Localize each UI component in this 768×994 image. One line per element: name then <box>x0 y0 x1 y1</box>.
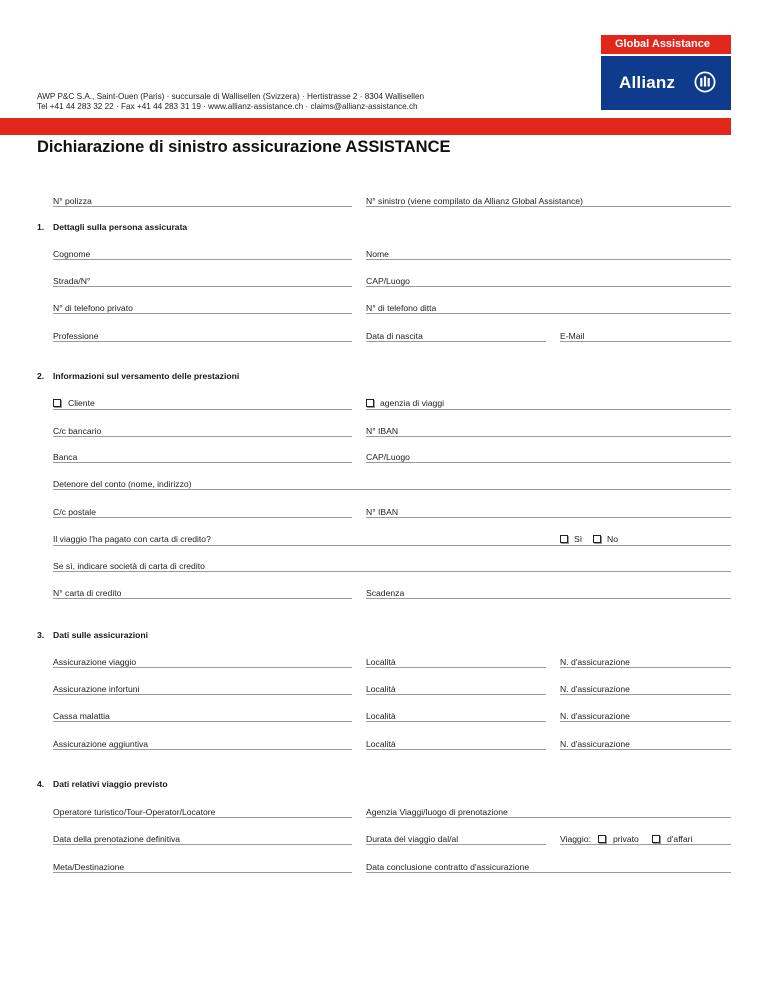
insurance-place-field[interactable] <box>366 721 546 722</box>
private-phone-field[interactable] <box>53 313 352 314</box>
section-title: Informazioni sul versamento delle prestazioni <box>53 371 240 381</box>
insurance-number-field[interactable] <box>560 667 731 668</box>
no-checkbox[interactable] <box>593 535 601 543</box>
bank-account-field[interactable] <box>53 436 352 437</box>
trip-duration-label: Durata del viaggio dal/al <box>366 834 459 844</box>
brand-name: Allianz <box>619 73 676 92</box>
brand-tagline: Global Assistance <box>601 35 731 54</box>
insurance-row-label: Assicurazione aggiuntiva <box>53 739 149 749</box>
account-holder-field[interactable] <box>53 489 731 490</box>
section-number: 3. <box>37 630 45 640</box>
insurance-number-field[interactable] <box>560 694 731 695</box>
business-trip-label: d'affari <box>667 834 693 844</box>
insurance-number-label: N. d'assicurazione <box>560 657 630 667</box>
travel-agency-line <box>366 409 731 410</box>
contract-date-field[interactable] <box>366 872 731 873</box>
yes-checkbox[interactable] <box>560 535 568 543</box>
allianz-eagle-icon <box>694 71 716 93</box>
iban-label: N° IBAN <box>366 507 399 517</box>
section-title: Dati sulle assicurazioni <box>53 630 149 640</box>
insurance-place-field[interactable] <box>366 749 546 750</box>
surname-field[interactable] <box>53 259 352 260</box>
travel-agency-checkbox[interactable] <box>366 399 374 407</box>
client-label: Cliente <box>68 398 95 408</box>
contract-date-label: Data conclusione contratto d'assicurazione <box>366 862 530 872</box>
client-checkbox[interactable] <box>53 399 61 407</box>
insurance-number-field[interactable] <box>560 721 731 722</box>
header-red-bar <box>0 118 731 135</box>
profession-label: Professione <box>53 331 99 341</box>
card-company-label: Se sì, indicare società di carta di credito <box>53 561 205 571</box>
zip-city-field[interactable] <box>366 286 731 287</box>
email-field[interactable] <box>560 341 731 342</box>
booking-date-field[interactable] <box>53 844 352 845</box>
page-title: Dichiarazione di sinistro assicurazione ASSISTANCE <box>37 138 451 156</box>
insurance-place-field[interactable] <box>366 694 546 695</box>
tour-operator-field[interactable] <box>53 817 352 818</box>
no-label: No <box>607 534 618 544</box>
section-number: 1. <box>37 222 45 232</box>
destination-label: Meta/Destinazione <box>53 862 125 872</box>
postal-account-label: C/c postale <box>53 507 96 517</box>
insurance-place-label: Località <box>366 657 396 667</box>
company-phone-field[interactable] <box>366 313 731 314</box>
claim-number-field[interactable] <box>366 206 731 207</box>
insurance-number-label: N. d'assicurazione <box>560 739 630 749</box>
bank-zip-city-label: CAP/Luogo <box>366 452 410 462</box>
birth-date-field[interactable] <box>366 341 546 342</box>
client-line <box>53 409 352 410</box>
iban-field[interactable] <box>366 517 731 518</box>
policy-number-field[interactable] <box>53 206 352 207</box>
bank-zip-city-field[interactable] <box>366 462 731 463</box>
first-name-label: Nome <box>366 249 389 259</box>
profession-field[interactable] <box>53 341 352 342</box>
section-number: 4. <box>37 779 45 789</box>
iban-field[interactable] <box>366 436 731 437</box>
claim-number-label: N° sinistro (viene compilato da Allianz Global Assistance) <box>366 196 583 206</box>
tour-operator-label: Operatore turistico/Tour-Operator/Locatore <box>53 807 216 817</box>
birth-date-label: Data di nascita <box>366 331 423 341</box>
insurance-place-label: Località <box>366 739 396 749</box>
private-trip-label: privato <box>613 834 639 844</box>
insurance-row-label: Assicurazione viaggio <box>53 657 137 667</box>
section-number: 2. <box>37 371 45 381</box>
credit-card-question-line <box>53 545 731 546</box>
company-phone-label: N° di telefono ditta <box>366 303 437 313</box>
card-number-label: N° carta di credito <box>53 588 122 598</box>
bank-field[interactable] <box>53 462 352 463</box>
insurance-row-field[interactable] <box>53 749 352 750</box>
insurance-row-field[interactable] <box>53 694 352 695</box>
email-label: E-Mail <box>560 331 585 341</box>
section-title: Dettagli sulla persona assicurata <box>53 222 188 232</box>
insurance-place-label: Località <box>366 711 396 721</box>
address-line: AWP P&C S.A., Saint-Ouen (Paris) · succursale di Wallisellen (Svizzera) · Hertistrasse 2 · 8304 Wallisellen <box>37 92 425 101</box>
insurance-row-field[interactable] <box>53 667 352 668</box>
zip-city-label: CAP/Luogo <box>366 276 410 286</box>
insurance-row-label: Cassa malattia <box>53 711 110 721</box>
expiry-label: Scadenza <box>366 588 405 598</box>
street-label: Strada/N° <box>53 276 91 286</box>
private-trip-checkbox[interactable] <box>598 835 606 843</box>
insurance-place-label: Località <box>366 684 396 694</box>
card-company-field[interactable] <box>53 571 731 572</box>
account-holder-label: Detenore del conto (nome, indirizzo) <box>53 479 192 489</box>
card-number-field[interactable] <box>53 598 352 599</box>
surname-label: Cognome <box>53 249 91 259</box>
booking-agency-field[interactable] <box>366 817 731 818</box>
bank-label: Banca <box>53 452 78 462</box>
insurance-number-field[interactable] <box>560 749 731 750</box>
insurance-number-label: N. d'assicurazione <box>560 684 630 694</box>
insurance-place-field[interactable] <box>366 667 546 668</box>
section-title: Dati relativi viaggio previsto <box>53 779 168 789</box>
destination-field[interactable] <box>53 872 352 873</box>
yes-label: Sì <box>574 534 583 544</box>
iban-label: N° IBAN <box>366 426 399 436</box>
trip-type-line <box>560 844 731 845</box>
street-field[interactable] <box>53 286 352 287</box>
private-phone-label: N° di telefono privato <box>53 303 133 313</box>
bank-account-label: C/c bancario <box>53 426 102 436</box>
booking-date-label: Data della prenotazione definitiva <box>53 834 181 844</box>
contact-line: Tel +41 44 283 32 22 · Fax +41 44 283 31 19 · www.allianz-assistance.ch · claims@allianz-assistance.ch <box>37 102 418 111</box>
booking-agency-label: Agenzia Viaggi/luogo di prenotazione <box>366 807 508 817</box>
postal-account-field[interactable] <box>53 517 352 518</box>
business-trip-checkbox[interactable] <box>652 835 660 843</box>
travel-agency-label: agenzia di viaggi <box>380 398 445 408</box>
trip-type-label: Viaggio: <box>560 834 591 844</box>
trip-duration-field[interactable] <box>366 844 546 845</box>
policy-number-label: N° polizza <box>53 196 92 206</box>
expiry-field[interactable] <box>366 598 731 599</box>
insurance-number-label: N. d'assicurazione <box>560 711 630 721</box>
insurance-row-label: Assicurazione infortuni <box>53 684 140 694</box>
insurance-row-field[interactable] <box>53 721 352 722</box>
credit-card-question: Il viaggio l'ha pagato con carta di credito? <box>53 534 211 544</box>
first-name-field[interactable] <box>366 259 731 260</box>
